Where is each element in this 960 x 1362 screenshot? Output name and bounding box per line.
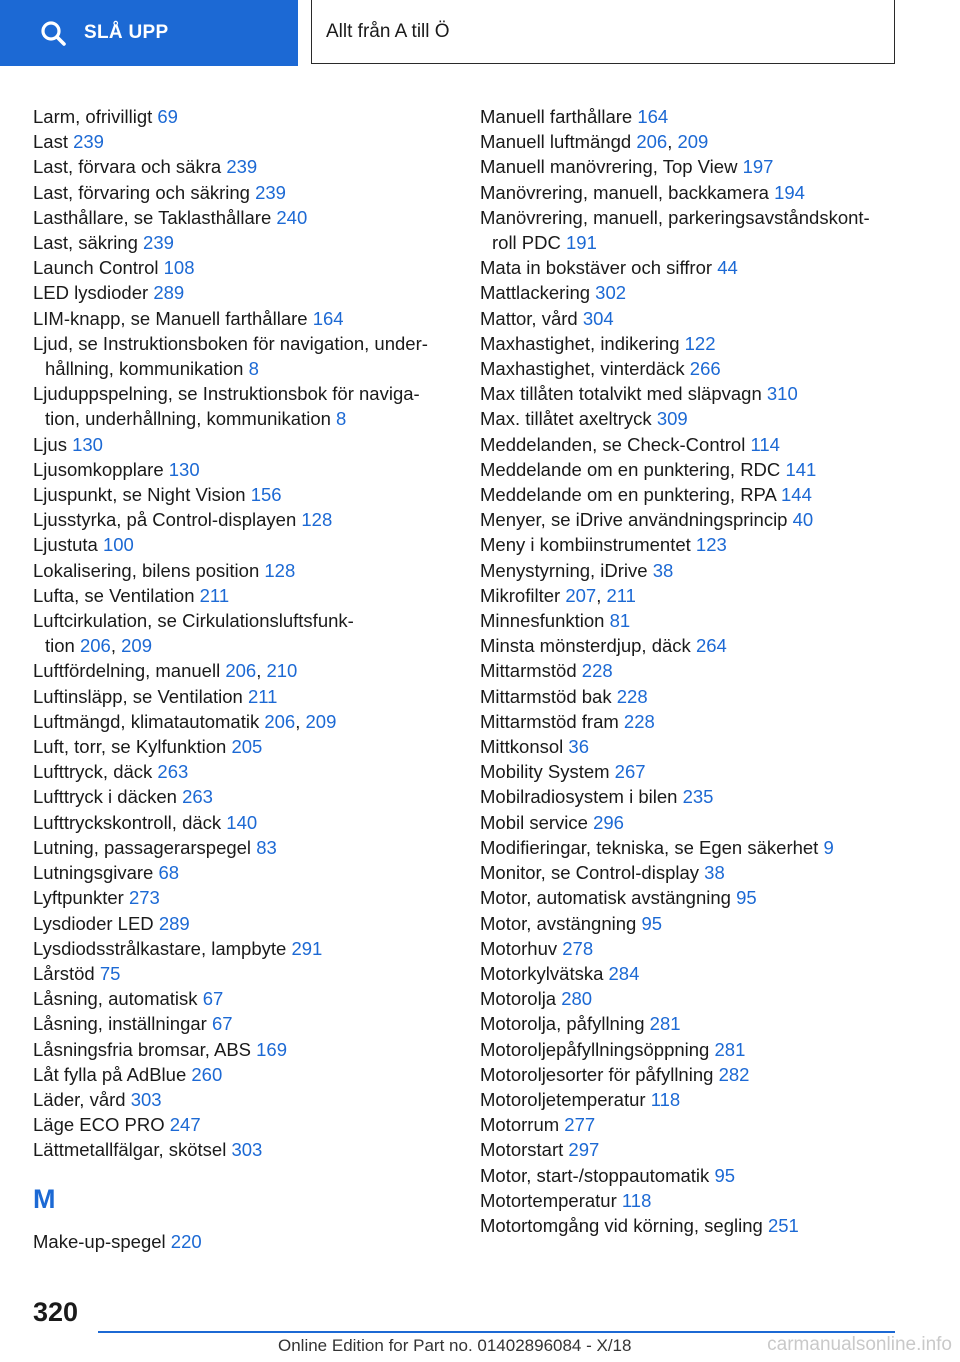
page-link[interactable]: 209 [305,710,337,732]
page-link[interactable]: 228 [581,660,613,682]
page-link[interactable]: 239 [73,131,104,153]
index-entry [480,784,900,809]
page-link[interactable]: 141 [785,458,817,480]
index-entry-text: Låt fylla på AdBlue [33,1063,187,1085]
index-entry-text: Menystyrning, iDrive [480,559,648,581]
index-entry [33,255,453,280]
index-entry: Luftfördelning, manuell 206, 210 [33,660,298,682]
page-link[interactable]: 310 [766,383,798,405]
page-link[interactable]: 44 [717,257,738,279]
index-entry-text: Minnesfunktion [480,610,605,632]
page-link[interactable]: 100 [102,534,134,556]
index-entry-text: Launch Control [33,257,159,279]
index-entry [33,1037,453,1062]
page-link[interactable]: 140 [226,811,258,833]
index-entry [480,885,900,910]
index-entry-text: Lutningsgivare [33,862,154,884]
index-entry [480,835,900,860]
index-entry [33,860,453,885]
index-entry-text: Ljuspunkt, se Night Vision [33,484,246,506]
page-link[interactable]: 156 [250,484,282,506]
index-entry [33,1011,453,1036]
index-entry-text: Motorolja, påfyllning [480,1013,645,1035]
index-entry-text: Motoroljepåfyllningsöppning [480,1038,710,1060]
page-link[interactable]: 95 [641,912,663,934]
page-link[interactable]: 128 [301,509,333,531]
page-link[interactable]: 8 [248,358,259,380]
page-link[interactable]: 209 [677,131,709,153]
index-entry [33,482,453,507]
index-entry-text: Meny i kombiinstrumentet [480,534,691,556]
page-link[interactable]: 239 [143,232,174,254]
index-entry-text: Ljus [33,433,67,455]
page-link[interactable]: 239 [226,156,258,178]
index-entry-text: Motor, automatisk avstängning [480,887,731,909]
index-entry-text: Ljustuta [33,534,98,556]
index-entry-text: Max tillåten totalvikt med släpvagn [480,383,762,405]
page-link[interactable]: 263 [182,786,213,808]
index-entry-text: Låsning, automatisk [33,988,198,1010]
index-entry [480,633,900,658]
page-link[interactable]: 228 [616,685,648,707]
footer-edition: Online Edition for Part no. 01402896084 - X/18 [278,1336,632,1355]
page-link[interactable]: 164 [312,307,344,329]
index-entry-text: Mittarmstöd bak [480,685,612,707]
index-entry [480,759,900,784]
page-link[interactable]: 303 [231,1139,263,1161]
index-entry [33,205,453,230]
index-entry-text: Låsning, inställningar [33,1013,207,1035]
search-icon [40,20,66,46]
page-link[interactable]: 81 [609,610,631,632]
index-entry-text: Låsningsfria bromsar, ABS [33,1038,251,1060]
index-entry [33,331,453,381]
index-entry [33,558,453,583]
index-entry [480,911,900,936]
page-link[interactable]: 309 [656,408,688,430]
page-link[interactable]: 40 [792,509,814,531]
page-link[interactable]: 282 [718,1063,750,1085]
index-entry-text: Lasthållare, se Taklasthållare [33,206,272,228]
page-link[interactable]: 267 [614,761,646,783]
index-entry [33,835,453,860]
section-letter: M [33,1183,56,1214]
index-entry [33,734,453,759]
page-link[interactable]: 296 [593,811,624,833]
page-link[interactable]: 273 [128,887,160,909]
index-entry [480,280,900,305]
page-link[interactable]: 264 [695,635,727,657]
index-entry [480,180,900,205]
index-entry [480,1163,900,1188]
index-entry-text: Mata in bokstäver och siffror [480,257,713,279]
index-entry [33,684,453,709]
index-entry [33,759,453,784]
index-entry-text: Lårstöd [33,962,95,984]
index-entry [33,1112,453,1137]
index-entry-text: Luft, torr, se Kylfunktion [33,736,227,758]
index-entry-text: Manövrering, manuell, backkamera [480,181,769,203]
index-entry [480,961,900,986]
index-entry-text: Motortomgång vid körning, segling [480,1214,763,1236]
page-link[interactable]: 235 [682,786,714,808]
index-entry [33,784,453,809]
index-entry-text: Motorhuv [480,937,558,959]
page-link[interactable]: 206 [264,710,296,732]
page-link[interactable]: 228 [623,710,655,732]
page-link[interactable]: 277 [564,1114,596,1136]
index-entry [480,104,900,129]
top-bar [0,0,960,66]
index-entry-text: Mittarmstöd fram [480,710,619,732]
index-entry-text: Last, säkring [33,232,138,254]
index-entry [480,810,900,835]
search-button-label: SLÅ UPP [84,22,169,43]
page-link[interactable]: 95 [714,1164,736,1186]
index-entry [33,1229,453,1254]
page-link[interactable]: 211 [199,584,230,606]
index-list-right [480,104,900,1238]
index-entry [33,129,453,154]
index-entry [480,406,900,431]
index-entry-text: LIM-knapp, se Manuell farthållare [33,307,308,329]
index-entry [480,154,900,179]
page-link[interactable]: 36 [568,736,589,758]
page-link[interactable]: 128 [264,559,296,581]
index-entry: Luftmängd, klimatautomatik 206, 209 [33,710,337,732]
page-link[interactable]: 291 [291,937,323,959]
page-link[interactable]: 278 [562,937,594,959]
page-link[interactable]: 207 [565,584,597,606]
index-entry-text: Meddelanden, se Check-Control [480,433,746,455]
page-link[interactable]: 67 [202,988,224,1010]
index-entry [480,255,900,280]
page-link[interactable]: 130 [168,458,200,480]
index-entry-text: Lyftpunkter [33,887,124,909]
index-entry-text: Modifieringar, tekniska, se Egen säkerhet [480,836,819,858]
index-entry-text: Luftinsläpp, se Ventilation [33,685,243,707]
index-entry-text: Motoroljetemperatur [480,1088,646,1110]
index-entry-text: Motoroljesorter för påfyllning [480,1063,714,1085]
index-entry [480,1137,900,1162]
page-link[interactable]: 118 [621,1189,652,1211]
page-link[interactable]: 164 [637,106,669,127]
page-link[interactable]: 144 [781,484,812,506]
index-entry [33,180,453,205]
index-entry-text: Lokalisering, bilens position [33,559,260,581]
index-entry [33,810,453,835]
page-link[interactable]: 284 [608,962,640,984]
index-entry: Luftcirkulation, se Cirkulationsluftsfunk- tion 206, 209 [33,610,354,657]
page-link[interactable]: 239 [255,181,286,203]
index-entry-text: Max. tillåtet axeltryck [480,408,652,430]
index-entry-text: Motor, avstängning [480,912,637,934]
index-entry-text: Minsta mönsterdjup, däck [480,635,691,657]
index-entry-text: Luftmängd, klimatautomatik [33,710,260,732]
index-entry [33,532,453,557]
index-entry-text: Manuell luftmängd [480,131,632,153]
index-entry-text: Meddelande om en punktering, RPA [480,484,776,506]
page-link[interactable]: 289 [158,912,190,934]
index-entry [33,1062,453,1087]
index-entry-continuation: tion, underhållning, kommunikation [45,408,331,430]
index-list-left-after [33,1229,453,1254]
page-link[interactable]: 263 [157,761,189,783]
page-link[interactable]: 130 [72,433,103,455]
index-entry [33,280,453,305]
index-entry-text: Maxhastighet, vinterdäck [480,358,685,380]
page-link[interactable]: 211 [606,584,636,606]
index-entry-text: Mikrofilter [480,584,561,606]
index-entry-text: Lysdiodsstrålkastare, lampbyte [33,937,287,959]
index-entry [33,432,453,457]
page-link[interactable]: 75 [99,962,121,984]
index-entry [33,583,453,608]
page-link[interactable]: 220 [170,1230,202,1252]
page-link[interactable]: 260 [191,1063,223,1085]
index-entry [33,381,453,431]
page-link[interactable]: 69 [157,106,178,127]
index-entry-text: Mobility System [480,761,610,783]
index-entry-text: Motor, start-/stoppautomatik [480,1164,710,1186]
page-link[interactable]: 304 [582,307,614,329]
index-entry [480,507,900,532]
index-column-left [33,104,453,1254]
page-link[interactable]: 281 [649,1013,681,1035]
page-link[interactable]: 197 [742,156,774,178]
index-entry: Manuell luftmängd 206, 209 [480,131,709,153]
search-button[interactable] [0,0,298,66]
footer-watermark: carmanualsonline.info [767,1334,952,1355]
index-entry [33,885,453,910]
index-entry [480,860,900,885]
page-link[interactable]: 297 [568,1139,600,1161]
page-link[interactable]: 303 [130,1088,162,1110]
index-entry-text: Lutning, passagerarspegel [33,836,252,858]
index-entry-text: Mattlackering [480,282,591,304]
page-link[interactable]: 211 [247,685,278,707]
index-entry [480,1112,900,1137]
index-entry-text: Mattor, vård [480,307,578,329]
index-entry [33,936,453,961]
index-entry [33,1137,453,1162]
page-link[interactable]: 206 [225,660,257,682]
index-entry [480,1087,900,1112]
section-title [311,0,895,64]
index-entry-text: Last, förvaring och säkring [33,181,250,203]
index-entry [33,457,453,482]
index-entry-text: Lufttryck, däck [33,761,153,783]
index-entry-text: Mobilradiosystem i bilen [480,786,678,808]
index-entry [33,306,453,331]
page-link[interactable]: 210 [266,660,298,682]
index-entry [480,1011,900,1036]
index-entry-text: Mittarmstöd [480,660,577,682]
index-entry-continuation: tion [45,635,75,657]
index-entry [480,558,900,583]
index-entry-text: Manuell farthållare [480,106,633,127]
index-entry [33,230,453,255]
page-link[interactable]: 194 [774,181,805,203]
index-entry-text: Mittkonsol [480,736,564,758]
page-link[interactable]: 281 [714,1038,746,1060]
index-entry [480,457,900,482]
index-entry-text: Motortemperatur [480,1189,617,1211]
index-entry [33,154,453,179]
page-link[interactable]: 123 [695,534,727,556]
page-link[interactable]: 9 [823,836,834,858]
index-column-right [480,104,900,1238]
page-link[interactable]: 68 [158,862,180,884]
index-entry-text: Ljud, se Instruktionsboken för navigation, under- [33,332,428,354]
index-entry [480,658,900,683]
index-entry-text: Larm, ofrivilligt [33,106,153,127]
index-entry [480,709,900,734]
index-entry [480,306,900,331]
page-link[interactable]: 122 [684,332,716,354]
page-link[interactable]: 114 [750,433,780,455]
index-entry-text: LED lysdioder [33,282,149,304]
index-entry [480,482,900,507]
index-entry [480,331,900,356]
page-link[interactable]: 205 [231,736,263,758]
page-link[interactable]: 251 [767,1214,799,1236]
page-link[interactable]: 108 [163,257,195,279]
index-entry [480,986,900,1011]
index-entry-text: Lufttryckskontroll, däck [33,811,222,833]
page-link[interactable]: 247 [169,1114,201,1136]
page-number: 320 [33,1297,79,1327]
index-entry-text: Lufttryck i däcken [33,786,177,808]
index-entry-text: Monitor, se Control-display [480,862,700,884]
page-link[interactable]: 209 [121,635,152,657]
index-entry-text: Last [33,131,68,153]
index-entry [480,1188,900,1213]
index-entry-text: Manövrering, manuell, parkeringsavståndskont- [480,206,870,228]
index-entry-text: Ljusstyrka, på Control-displayen [33,509,297,531]
index-entry [480,936,900,961]
index-entry-text: Lättmetallfälgar, skötsel [33,1139,227,1161]
index-entry-text: Motorrum [480,1114,560,1136]
page-link[interactable]: 191 [566,232,597,254]
page-link[interactable]: 118 [650,1088,681,1110]
page-link[interactable]: 38 [652,559,674,581]
index-entry [480,381,900,406]
index-entry-continuation: hållning, kommunikation [45,358,244,380]
index-entry [480,684,900,709]
index-list-left [33,104,453,1163]
index-entry-text: Maxhastighet, indikering [480,332,680,354]
index-entry [480,432,900,457]
index-entry-text: Last, förvara och säkra [33,156,222,178]
index-entry-text: Motorstart [480,1139,564,1161]
index-entry [33,1087,453,1112]
index-entry [33,961,453,986]
page-link[interactable]: 206 [636,131,668,153]
section-title-text: Allt från A till Ö [326,20,450,42]
index-entry: Mikrofilter 207, 211 [480,584,636,606]
page-link[interactable]: 95 [736,887,757,909]
index-entry-continuation: roll PDC [492,232,561,254]
page-link[interactable]: 38 [704,862,725,884]
index-entry [480,356,900,381]
page-link[interactable]: 266 [689,358,721,380]
index-entry-text: Lysdioder LED [33,912,154,934]
index-entry [480,532,900,557]
page-link[interactable]: 67 [211,1013,233,1035]
index-entry-text: Mobil service [480,811,588,833]
page-link[interactable]: 206 [79,635,111,657]
page-link[interactable]: 8 [336,408,347,430]
index-entry-text: Make-up-spegel [33,1230,166,1252]
index-entry-text: Lufta, se Ventilation [33,584,195,606]
index-entry-text: Motorkylvätska [480,962,604,984]
index-entry-text: Menyer, se iDrive användningsprincip [480,509,788,531]
page-link[interactable]: 169 [256,1038,288,1060]
index-entry [33,104,453,129]
index-entry [33,911,453,936]
index-entry-text: Ljusomkopplare [33,458,164,480]
index-entry [480,608,900,633]
index-entry-text: Luftcirkulation, se Cirkulationsluftsfunk- [33,610,354,632]
index-entry-text: Motorolja [480,988,557,1010]
index-entry [480,734,900,759]
page-link[interactable]: 280 [561,988,593,1010]
footer-divider [98,1331,895,1333]
index-entry [480,1213,900,1238]
index-entry [33,986,453,1011]
index-entry-text: Ljuduppspelning, se Instruktionsbok för naviga- [33,383,420,405]
page-link[interactable]: 289 [153,282,185,304]
index-entry-text: Manuell manövrering, Top View [480,156,738,178]
page-link[interactable]: 240 [276,206,308,228]
index-entry [480,205,900,255]
index-entry-text: Läge ECO PRO [33,1114,165,1136]
index-entry [480,1062,900,1087]
page-link[interactable]: 302 [595,282,627,304]
index-entry [480,1037,900,1062]
index-entry-text: Luftfördelning, manuell [33,660,221,682]
page-link[interactable]: 83 [256,836,277,858]
index-entry-text: Meddelande om en punktering, RDC [480,458,781,480]
index-entry [33,507,453,532]
index-entry-text: Läder, vård [33,1088,126,1110]
